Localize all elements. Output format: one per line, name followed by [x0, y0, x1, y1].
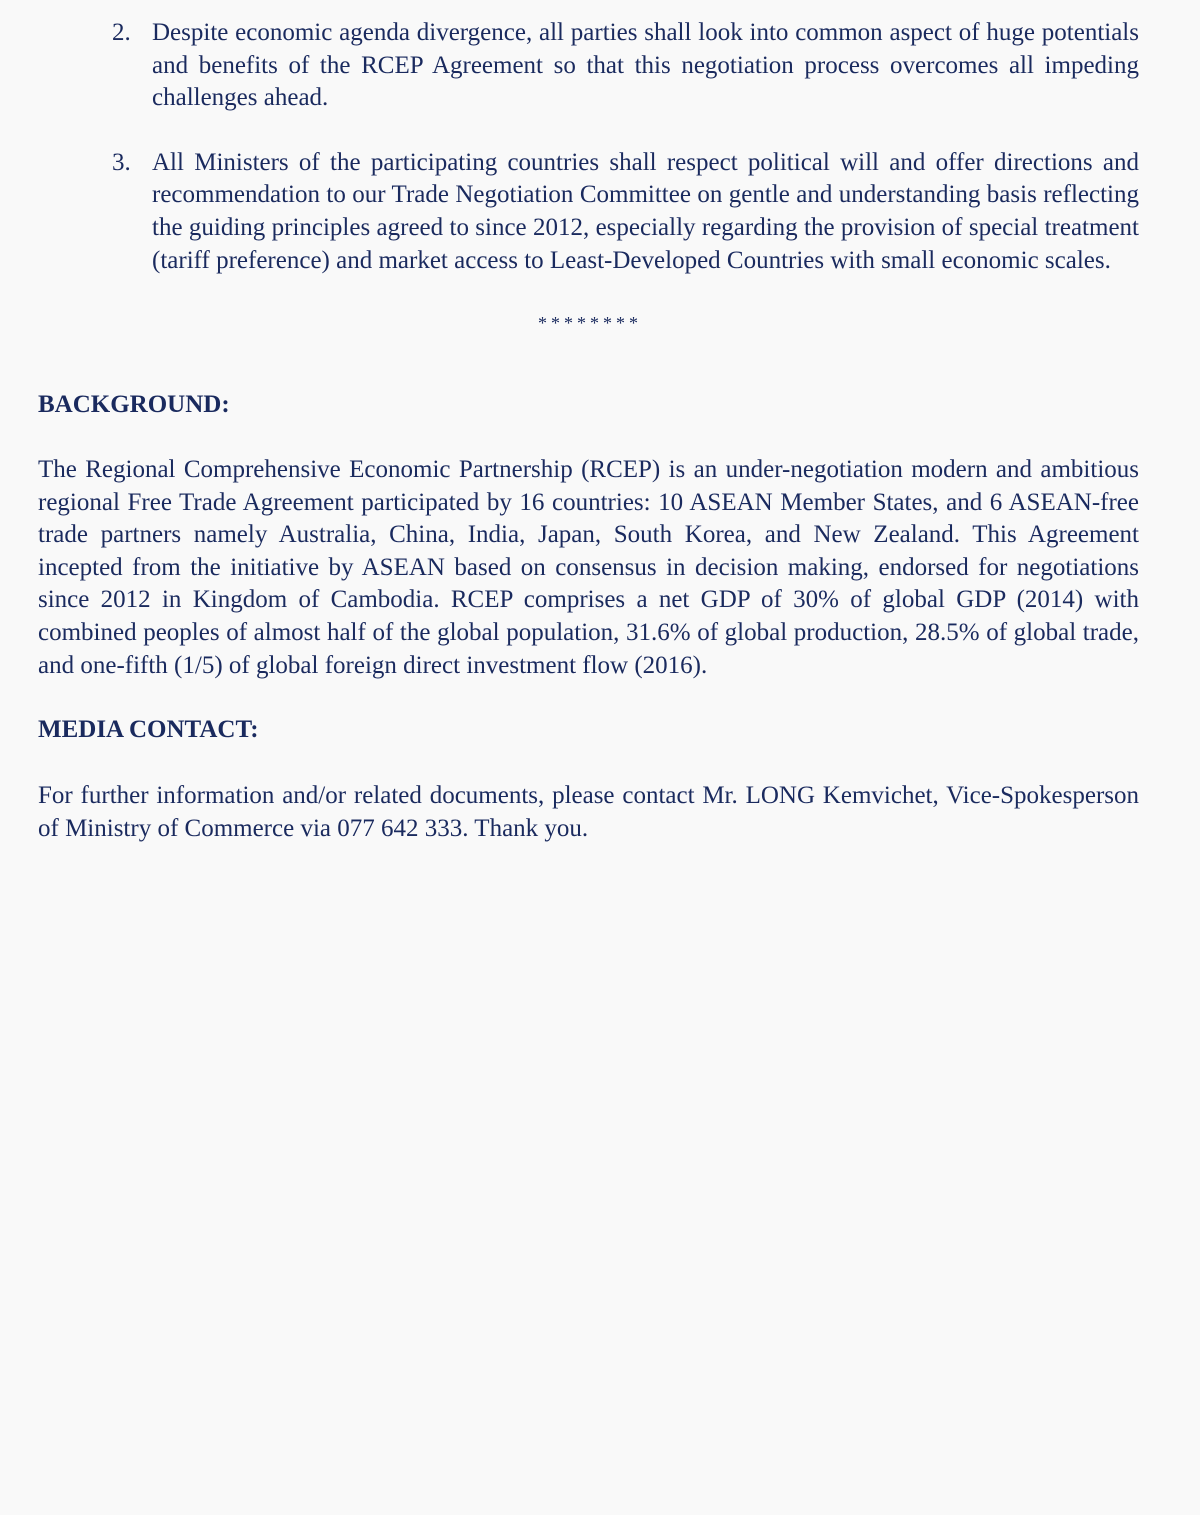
point-number: 2.	[112, 19, 131, 46]
background-paragraph: The Regional Comprehensive Economic Partnership (RCEP) is an under-negotiation modern and ambitious regional Free Trade Agreement participated by 16 countries: 10 ASEAN Member States, and 6 ASEAN-free trade partners namely Australia, China, India, Japan, South Korea, and New Zealand. This Agreement incepted from the initiative by ASEAN based on consensus in decision making, endorsed for negotiations since 2012 in Kingdom of Cambodia. RCEP comprises a net GDP of 30% of global GDP (2014) with combined peoples of almost half of the global population, 31.6% of global production, 28.5% of global trade, and one-fifth (1/5) of global foreign direct investment flow (2016).	[38, 456, 1139, 679]
point-text: All Ministers of the participating countries shall respect political will and offer directions and recommendation to our Trade Negotiation Committee on gentle and understanding basis reflecting the guiding principles agreed to since 2012, especially regarding the provision of special treatment (tariff preference) and market access to Least-Developed Countries with small economic scales.	[152, 148, 1139, 274]
section-separator: ********	[538, 313, 642, 333]
media-contact-paragraph: For further information and/or related documents, please contact Mr. LONG Kemvichet, Vice-Spokesperson of Ministry of Commerce via 077 642 333. Thank you.	[38, 782, 1139, 842]
numbered-point	[112, 17, 1139, 115]
point-text: Despite economic agenda divergence, all parties shall look into common aspect of huge potentials and benefits of the RCEP Agreement so that this negotiation process overcomes all impeding challenges ahead.	[152, 19, 1139, 112]
point-number: 3.	[112, 148, 131, 176]
background-heading: BACKGROUND:	[38, 391, 230, 418]
numbered-points-list	[0, 17, 1200, 277]
media-contact-heading: MEDIA CONTACT:	[38, 716, 259, 743]
numbered-point	[112, 147, 1139, 277]
